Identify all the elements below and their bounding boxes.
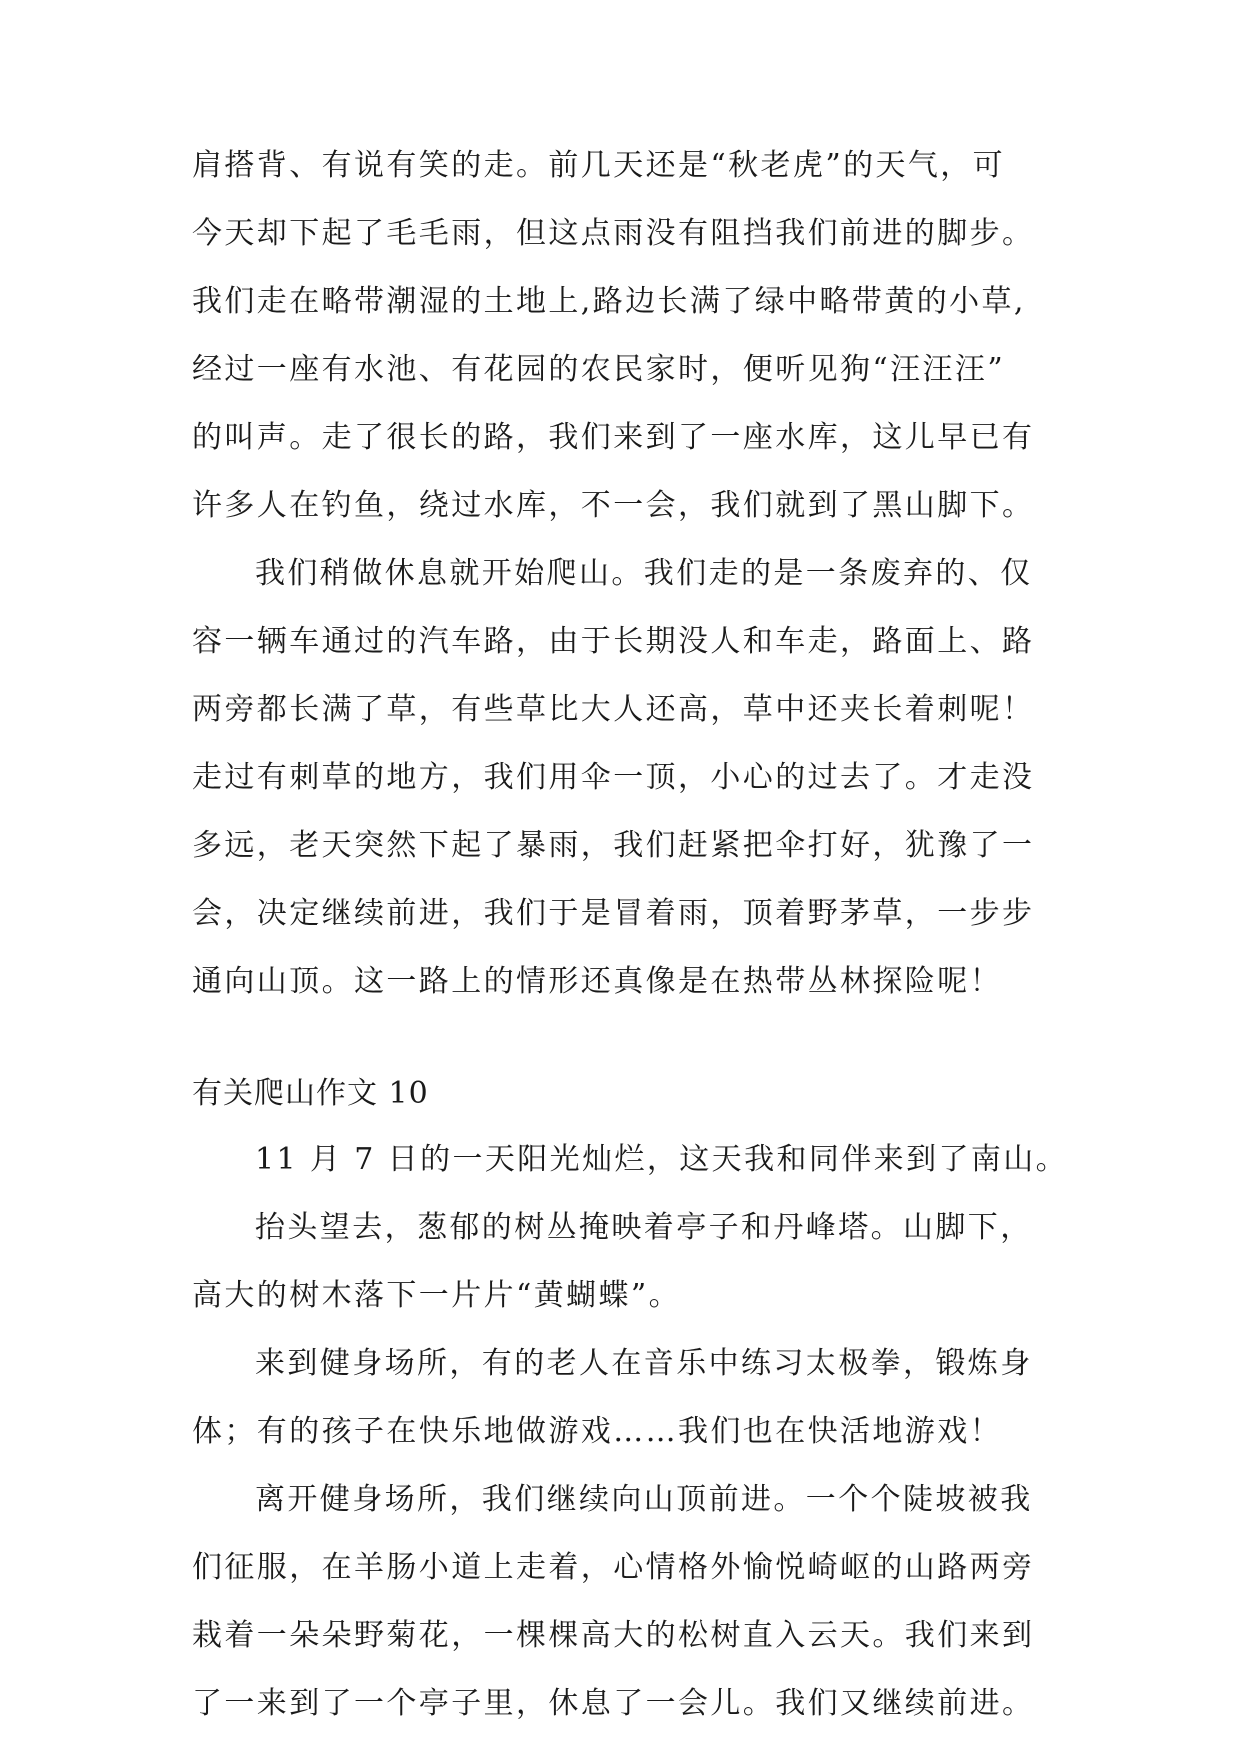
section-heading: 有关爬山作文 10 [192,1076,429,1111]
paragraph-first-line: 离开健身场所，我们继续向山顶前进。一个个陡坡被我 [255,1482,1033,1517]
text-line: 体；有的孩子在快乐地做游戏……我们也在快活地游戏！ [192,1414,1002,1449]
text-line: 的叫声。走了很长的路，我们来到了一座水库，这儿早已有 [192,420,1035,455]
paragraph-first-line: 11 月 7 日的一天阳光灿烂，这天我和同伴来到了南山。 [255,1142,1069,1177]
text-line: 经过一座有水池、有花园的农民家时，便听见狗“汪汪汪” [192,352,1006,387]
text-line: 了一来到了一个亭子里，休息了一会儿。我们又继续前进。 [192,1686,1035,1721]
text-line: 通向山顶。这一路上的情形还真像是在热带丛林探险呢！ [192,964,1002,999]
paragraph-first-line: 抬头望去，葱郁的树丛掩映着亭子和丹峰塔。山脚下， [255,1210,1033,1245]
text-line: 两旁都长满了草，有些草比大人还高，草中还夹长着刺呢！ [192,692,1035,727]
text-line: 容一辆车通过的汽车路，由于长期没人和车走，路面上、路 [192,624,1035,659]
text-line: 栽着一朵朵野菊花，一棵棵高大的松树直入云天。我们来到 [192,1618,1035,1653]
text-line: 会，决定继续前进，我们于是冒着雨，顶着野茅草，一步步 [192,896,1035,931]
text-line: 走过有刺草的地方，我们用伞一顶，小心的过去了。才走没 [192,760,1035,795]
paragraph-first-line: 我们稍做休息就开始爬山。我们走的是一条废弃的、仅 [255,556,1033,591]
text-line: 多远，老天突然下起了暴雨，我们赶紧把伞打好，犹豫了一 [192,828,1035,863]
text-line: 肩搭背、有说有笑的走。前几天还是“秋老虎”的天气，可 [192,148,1006,183]
text-line: 高大的树木落下一片片“黄蝴蝶”。 [192,1278,682,1313]
text-line: 许多人在钓鱼，绕过水库，不一会，我们就到了黑山脚下。 [192,488,1035,523]
text-line: 们征服，在羊肠小道上走着，心情格外愉悦崎岖的山路两旁 [192,1550,1035,1585]
paragraph-first-line: 来到健身场所，有的老人在音乐中练习太极拳，锻炼身 [255,1346,1033,1381]
text-line: 我们走在略带潮湿的土地上,路边长满了绿中略带黄的小草, [192,284,1026,319]
text-line: 今天却下起了毛毛雨，但这点雨没有阻挡我们前进的脚步。 [192,216,1035,251]
